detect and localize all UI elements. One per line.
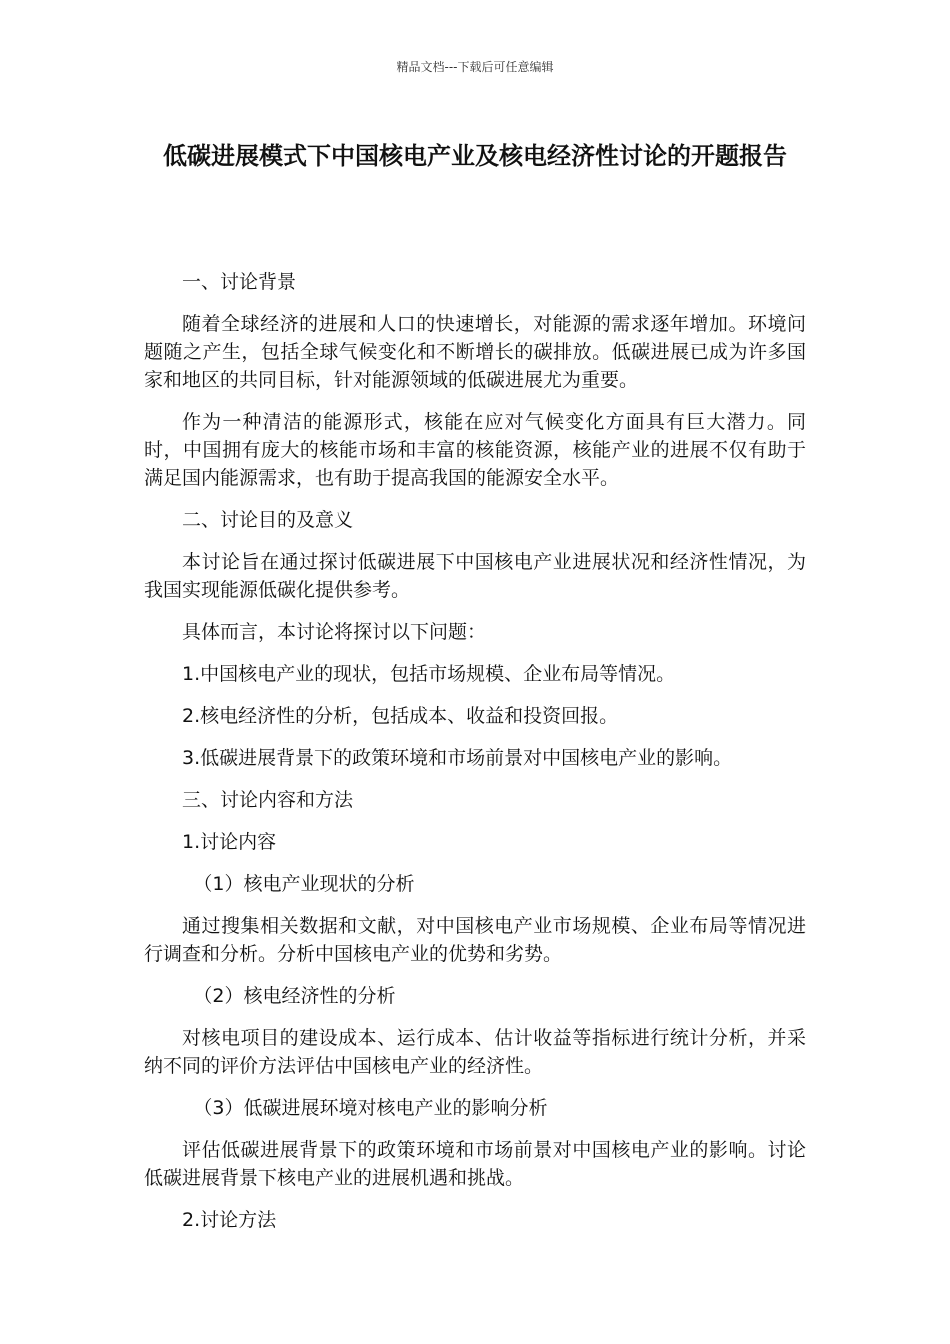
- subheading-low-carbon-impact: （3）低碳进展环境对核电产业的影响分析: [193, 1097, 548, 1119]
- list-item-question-3: 3.低碳进展背景下的政策环境和市场前景对中国核电产业的影响。: [182, 747, 733, 769]
- subheading-method: 2.讨论方法: [182, 1209, 277, 1231]
- section-heading-purpose: 二、讨论目的及意义: [182, 509, 354, 531]
- paragraph-economics: 对核电项目的建设成本、运行成本、估计收益等指标进行统计分析，并采纳不同的评价方法评估中国核电产业的经济性。: [144, 1027, 806, 1077]
- list-item-question-1: 1.中国核电产业的现状，包括市场规模、企业布局等情况。: [182, 663, 676, 685]
- paragraph-industry-status: 通过搜集相关数据和文献，对中国核电产业市场规模、企业布局等情况进行调查和分析。分析中国核电产业的优势和劣势。: [144, 915, 806, 965]
- subheading-economics: （2）核电经济性的分析: [193, 985, 396, 1007]
- list-item-question-2: 2.核电经济性的分析，包括成本、收益和投资回报。: [182, 705, 619, 727]
- subheading-industry-status: （1）核电产业现状的分析: [193, 873, 415, 895]
- paragraph-low-carbon-impact: 评估低碳进展背景下的政策环境和市场前景对中国核电产业的影响。讨论低碳进展背景下核电产业的进展机遇和挑战。: [144, 1139, 806, 1189]
- paragraph-purpose: 本讨论旨在通过探讨低碳进展下中国核电产业进展状况和经济性情况，为我国实现能源低碳化提供参考。: [144, 551, 806, 601]
- paragraph-background-1: 随着全球经济的进展和人口的快速增长，对能源的需求逐年增加。环境问题随之产生，包括全球气候变化和不断增长的碳排放。低碳进展已成为许多国家和地区的共同目标，针对能源领域的低碳进展尤为重要。: [144, 313, 806, 391]
- paragraph-background-2: 作为一种清洁的能源形式，核能在应对气候变化方面具有巨大潜力。同时，中国拥有庞大的核能市场和丰富的核能资源，核能产业的进展不仅有助于满足国内能源需求，也有助于提高我国的能源安全水平。: [144, 411, 806, 489]
- document-body: [144, 268, 806, 1248]
- section-heading-background: 一、讨论背景: [182, 271, 297, 293]
- document-title: 低碳进展模式下中国核电产业及核电经济性讨论的开题报告: [163, 142, 787, 170]
- paragraph-questions-intro: 具体而言，本讨论将探讨以下问题：: [182, 621, 487, 643]
- section-heading-content-method: 三、讨论内容和方法: [182, 789, 354, 811]
- page-header-note: 精品文档---下载后可任意编辑: [396, 60, 554, 74]
- subheading-content: 1.讨论内容: [182, 831, 277, 853]
